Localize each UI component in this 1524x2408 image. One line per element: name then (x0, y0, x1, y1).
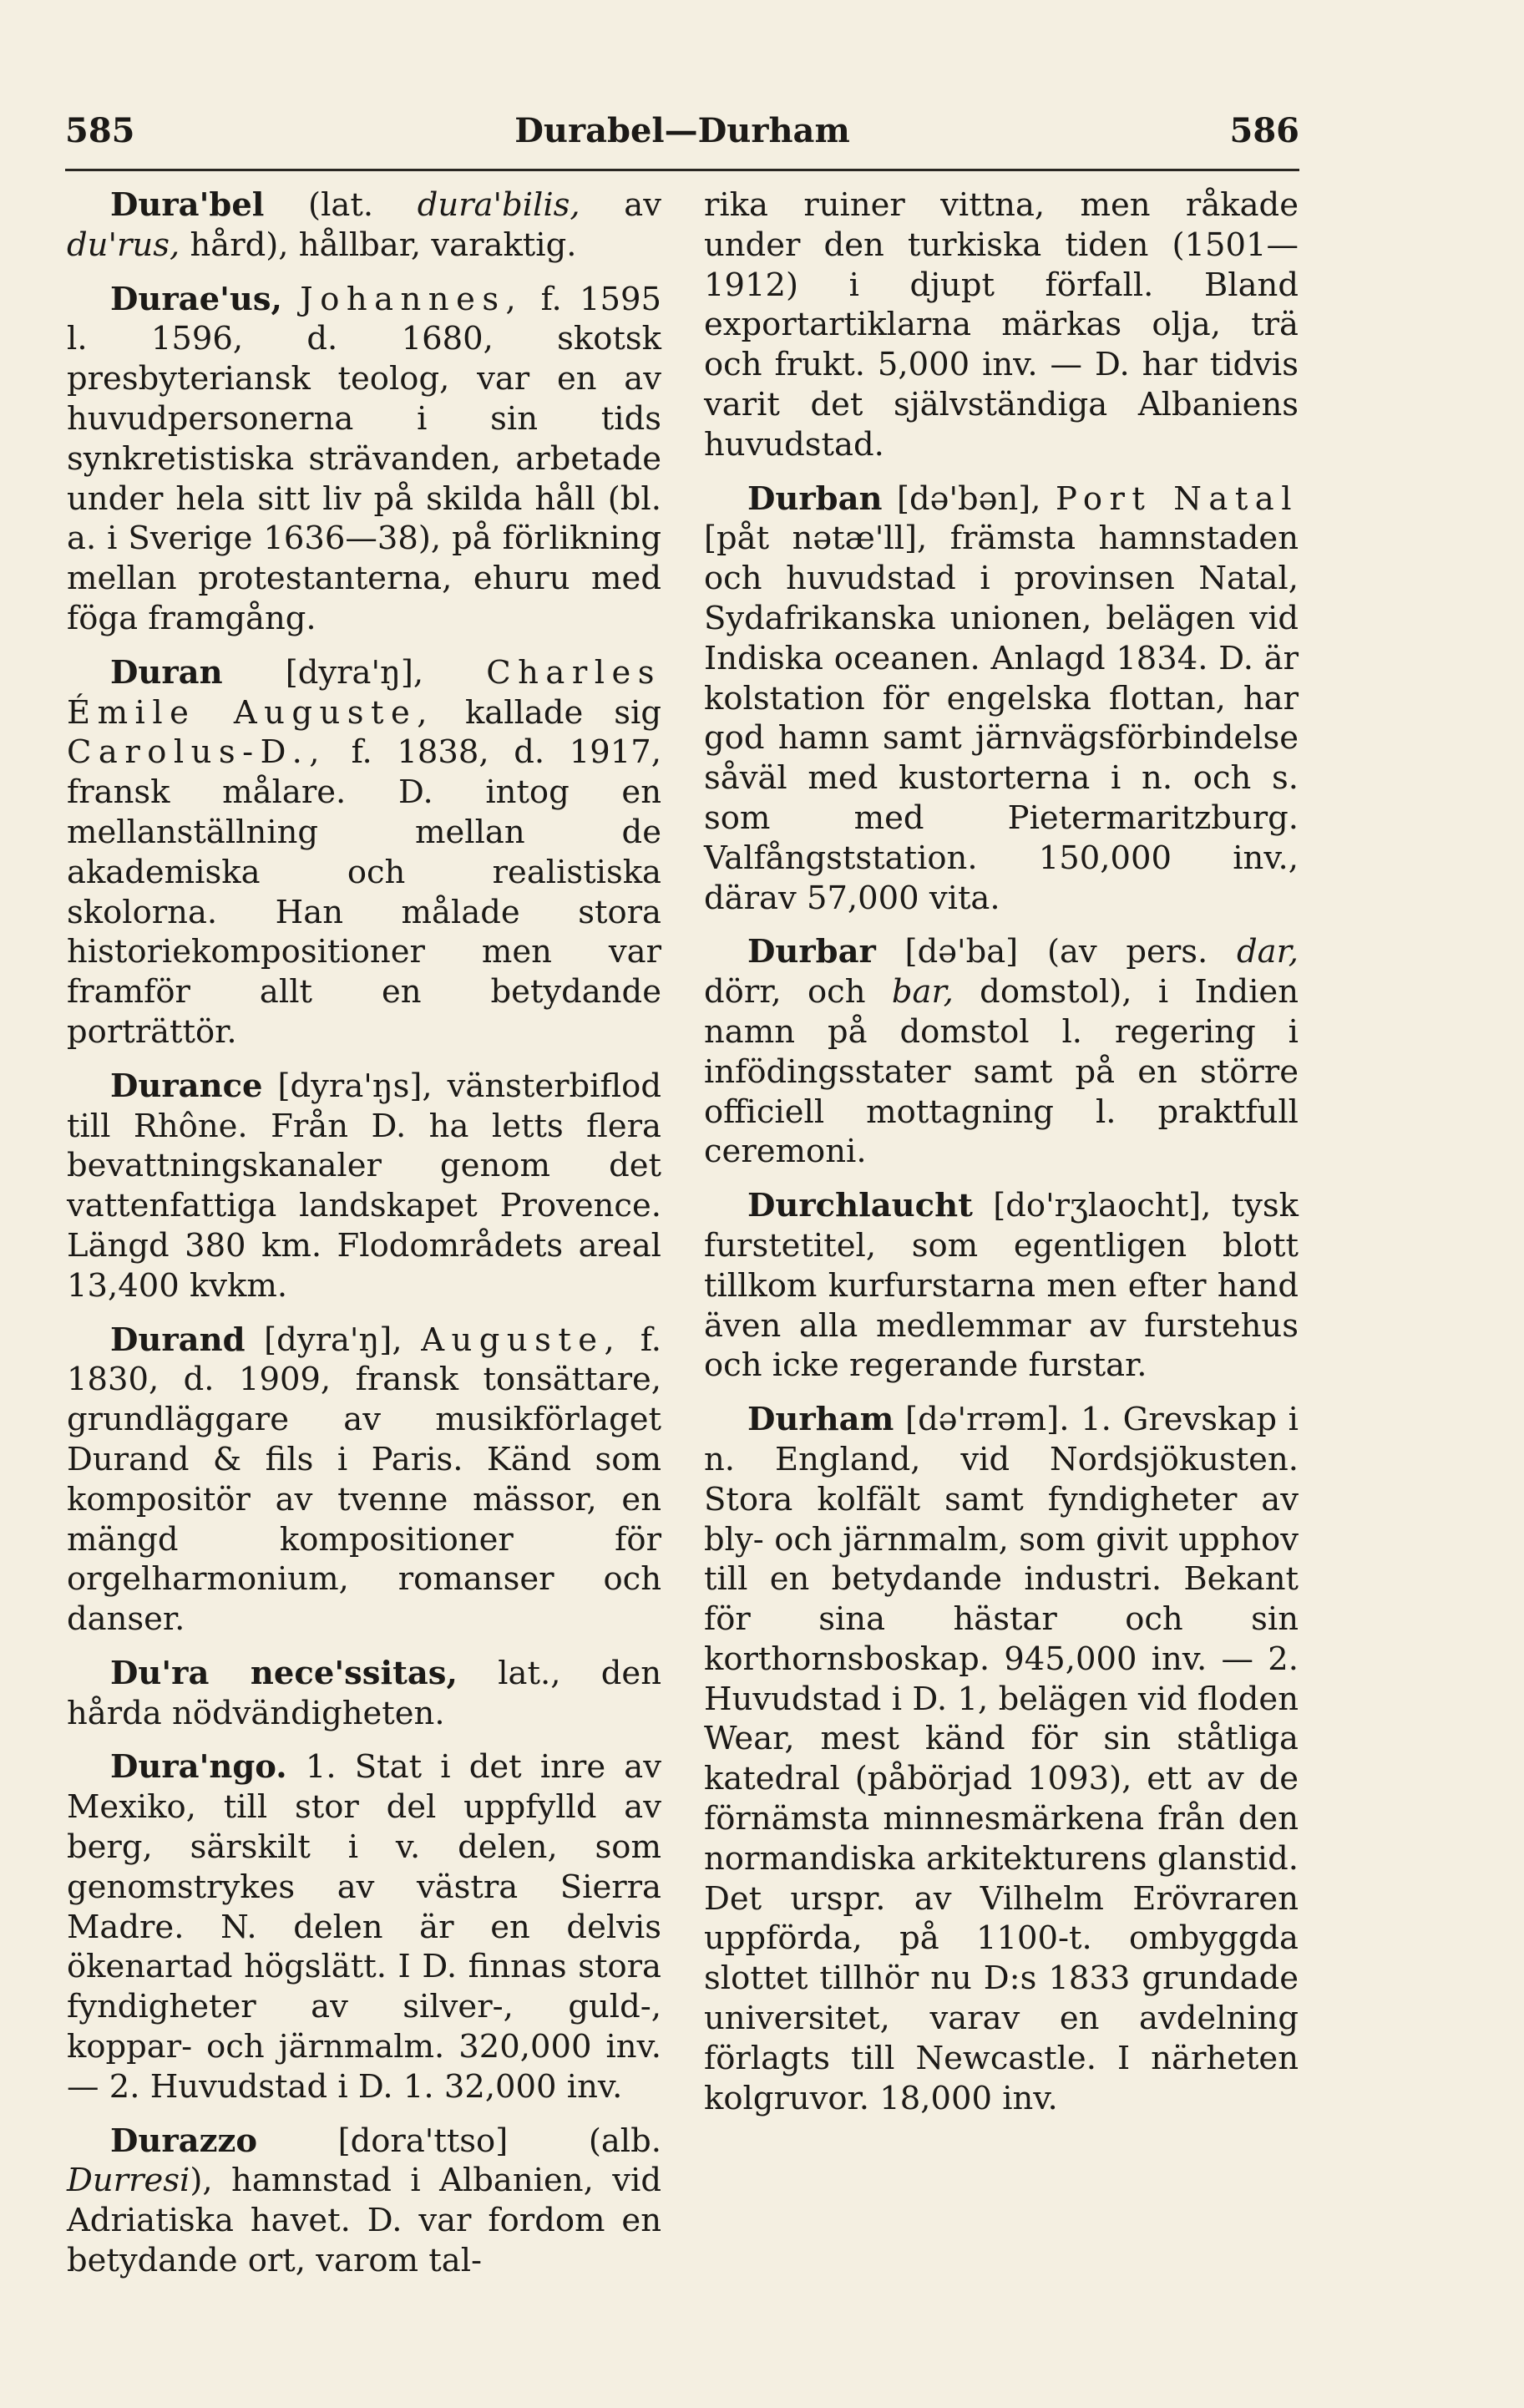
headword: Duran (110, 653, 223, 692)
headword: Dura'ngo. (110, 1748, 287, 1787)
page-header (65, 99, 1299, 164)
headword: Durham (747, 1401, 894, 1439)
entry-durango: Dura'ngo. 1. Stat i det inre av Mexiko, till stor del uppfylld av berg, särskilt i v. delen, som genomstrykes av västra Sierra Madre. N. delen är en delvis ökenartad högslätt. I D. finnas stora fyndigheter av silver-, guld-, koppar- och järnmalm. 320,000 inv. — 2. Huvudstad i D. 1. 32,000 inv. (67, 1748, 661, 2106)
entry-durbar: Durbar [də'ba] (av pers. dar, dörr, och bar, domstol), i Indien namn på domstol l. regering i infödingsstater samt på en större officiell mottagning l. praktfull ceremoni. (704, 933, 1299, 1171)
headword: Durae'us, (110, 280, 282, 318)
entry-durance: Durance [dyra'ŋs], vänsterbiflod till Rhône. Från D. ha letts flera bevattningskanaler genom det vattenfattiga landskapet Provence. Längd 380 km. Flodområdets areal 13,400 kvkm. (67, 1067, 661, 1305)
right-column (704, 185, 1299, 2132)
headword: Durbar (747, 933, 876, 971)
headword: Dura'bel (110, 186, 265, 224)
entry-duraeus: Durae'us, Johannes, f. 1595 l. 1596, d. 1680, skotsk presbyteriansk teolog, var en av huvudpersonerna i sin tids synkretistiska strävanden, arbetade under hela sitt liv på skilda håll (bl. a. i Sverige 1636—38), på förlikning mellan protestanterna, ehuru med föga framgång. (67, 280, 661, 637)
entry-duran: Duran [dyra'ŋ], Charles Émile Auguste, kallade sig Carolus-D., f. 1838, d. 1917, fransk målare. D. intog en mellanställning mellan de akademiska och realistiska skolorna. Han målade stora historiekompositioner men var framför allt en betydande porträttör. (67, 653, 662, 1051)
entry-durand: Durand [dyra'ŋ], Auguste, f. 1830, d. 1909, fransk tonsättare, grundläggare av musikförlaget Durand & fils i Paris. Känd som kompositör av tvenne mässor, en mängd kompositioner för orgelharmonium, romanser och danser. (67, 1321, 662, 1639)
entry-durham: Durham [də'rrəm]. 1. Grevskap i n. England, vid Nordsjökusten. Stora kolfält samt fyndigheter av bly- och järnmalm, som givit upphov till en betydande industri. Bekant för sina hästar och sin korthornsboskap. 945,000 inv. — 2. Huvudstad i D. 1, belägen vid floden Wear, mest känd för sin ståtliga katedral (påbörjad 1093), ett av de förnämsta minnesmärkena från den normandiska arkitekturens glanstid. Det urspr. av Vilhelm Erövraren uppförda, på 1100-t. ombyggda slottet tillhör nu D:s 1833 grundade universitet, varav en avdelning förlagts till Newcastle. I närheten kolgruvor. 18,000 inv. (704, 1401, 1299, 2117)
entry-dura-necessitas: Du'ra nece'ssitas, lat., den hårda nödvändigheten. (67, 1654, 661, 1732)
page-number-left: 585 (65, 111, 135, 150)
headword: Durazzo (110, 2122, 258, 2160)
entry-durazzo-continued: rika ruiner vittna, men råkade under den turkiska tiden (1501—1912) i djupt förfall. Bland exportartiklarna märkas olja, trä och frukt. 5,000 inv. — D. har tidvis varit det självständiga Albaniens huvudstad. (704, 186, 1299, 464)
headword: Durance (110, 1067, 263, 1105)
headword: Du'ra nece'ssitas, (110, 1654, 458, 1692)
page-number-right: 586 (1229, 111, 1299, 150)
headword: Durchlaucht (747, 1187, 973, 1225)
entry-durban: Durban [də'bən], Port Natal [påt nətæ'll], främsta hamnstaden och huvudstad i provinsen Natal, Sydafrikanska unionen, belägen vid Indiska oceanen. Anlagd 1834. D. är kolstation för engelska flottan, har god hamn samt järnvägsförbindelse såväl med kustorterna i n. och s. som med Pietermaritzburg. Valfångststation. 150,000 inv., därav 57,000 vita. (704, 479, 1299, 917)
entry-durchlaucht: Durchlaucht [do'rʒlaocht], tysk furstetitel, som egentligen blott tillkom kurfurstarna men efter hand även alla medlemmar av furstehus och icke regerande furstar. (704, 1187, 1299, 1385)
headword: Durand (110, 1321, 246, 1359)
entry-durazzo: Durazzo [dora'ttso] (alb. Durresi), hamnstad i Albanien, vid Adriatiska havet. D. var fordom en betydande ort, varom tal- (67, 2122, 661, 2280)
page-title: Durabel—Durham (514, 111, 850, 150)
entry-durabel: Dura'bel (lat. dura'bilis, av du'rus, hård), hållbar, varaktig. (67, 186, 661, 264)
left-column (67, 185, 661, 2295)
header-rule (65, 169, 1299, 171)
headword: Durban (747, 479, 883, 518)
